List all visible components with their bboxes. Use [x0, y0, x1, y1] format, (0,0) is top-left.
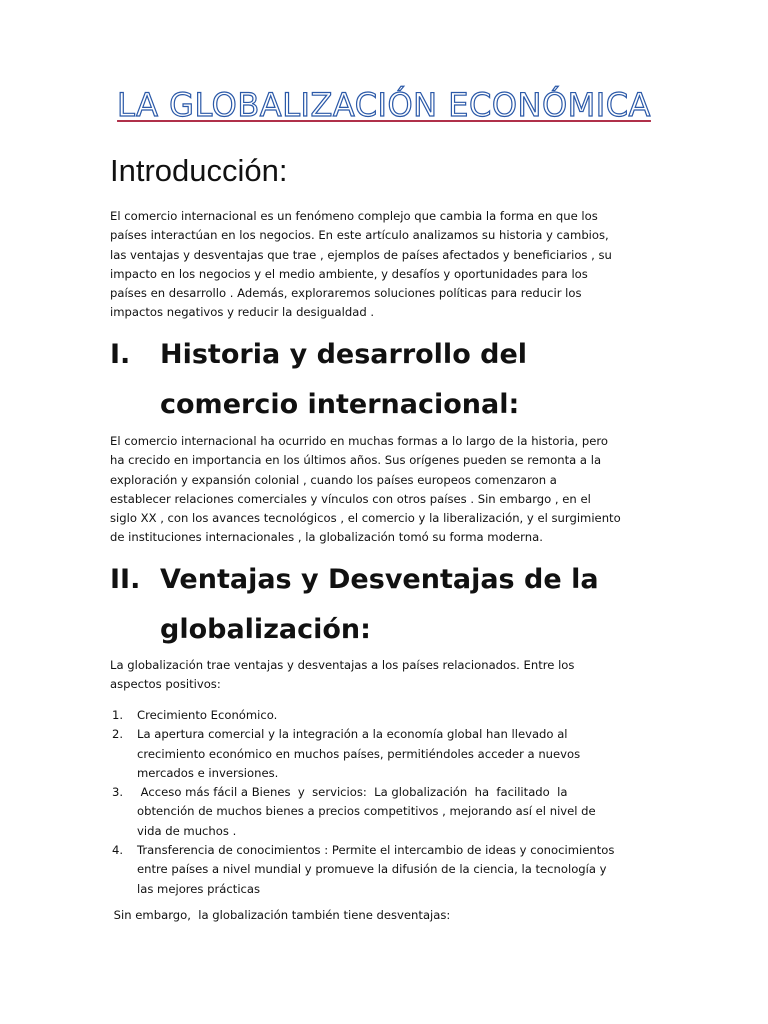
- list-item: [110, 706, 614, 725]
- list-item: [110, 783, 614, 841]
- paragraph-line: establecer relaciones comerciales y vínculos con otros países . Sin embargo , en el: [110, 491, 591, 506]
- list-item-number: 1.: [112, 708, 124, 722]
- section2-number: II.: [110, 564, 141, 595]
- paragraph-line: El comercio internacional ha ocurrido en muchas formas a lo largo de la historia, pero: [110, 434, 608, 448]
- list-item-line: Acceso más fácil a Bienes y servicios: La globalización ha facilitado la: [137, 785, 568, 800]
- list-item-line: Crecimiento Económico.: [137, 708, 278, 722]
- paragraph-line: La globalización trae ventajas y desventajas a los países relacionados. Entre los: [110, 658, 575, 672]
- list-item-line: crecimiento económico en muchos países, permitiéndoles acceder a nuevos: [137, 746, 581, 761]
- list-item-line: entre países a nivel mundial y promueve la difusión de la ciencia, la tecnología y: [137, 862, 607, 877]
- list-item-number: 4.: [112, 843, 124, 858]
- section2-heading: [110, 555, 599, 655]
- paragraph-line: aspectos positivos:: [110, 677, 221, 692]
- section2-closing: Sin embargo, la globalización también tiene desventajas:: [110, 908, 451, 922]
- list-item-line: La apertura comercial y la integración a la economía global han llevado al: [137, 727, 568, 742]
- list-item-number: 2.: [112, 727, 124, 742]
- section2-paragraph: [110, 656, 670, 695]
- advantages-list: [110, 706, 614, 899]
- section1-heading-line2: comercio internacional:: [160, 389, 520, 420]
- list-item: [110, 841, 614, 899]
- section1-number: I.: [110, 339, 131, 370]
- paragraph-line: siglo XX , con los avances tecnológicos , el comercio y la liberalización, y el surgimiento: [110, 511, 621, 526]
- intro-paragraph: [110, 207, 670, 323]
- paragraph-line: las ventajas y desventajas que trae , ejemplos de países afectados y beneficiarios , su: [110, 247, 612, 262]
- section2-heading-line2: globalización:: [160, 614, 371, 645]
- list-item-line: mercados e inversiones.: [137, 765, 279, 780]
- section1-heading-line1: Historia y desarrollo del: [160, 339, 528, 370]
- list-item-number: 3.: [112, 785, 124, 800]
- section1-heading: [110, 330, 527, 430]
- paragraph-line: El comercio internacional es un fenómeno complejo que cambia la forma en que los: [110, 209, 598, 223]
- paragraph-line: impacto en los negocios y el medio ambiente, y desafíos y oportunidades para los: [110, 266, 588, 281]
- list-item-line: Transferencia de conocimientos : Permite el intercambio de ideas y conocimientos: [137, 843, 615, 858]
- paragraph-line: de instituciones internacionales , la globalización tomó su forma moderna.: [110, 530, 543, 545]
- paragraph-line: exploración y expansión colonial , cuando los países europeos comenzaron a: [110, 472, 557, 487]
- list-item: [110, 725, 614, 783]
- document-title: LA GLOBALIZACIÓN ECONÓMICA: [117, 86, 651, 124]
- section2-heading-line1: Ventajas y Desventajas de la: [160, 564, 599, 595]
- section1-paragraph: [110, 432, 670, 548]
- list-item-line: obtención de muchos bienes a precios competitivos , mejorando así el nivel de: [137, 804, 596, 819]
- paragraph-line: países en desarrollo . Además, exploraremos soluciones políticas para reducir los: [110, 286, 582, 301]
- paragraph-line: ha crecido en importancia en los últimos años. Sus orígenes pueden se remonta a la: [110, 453, 602, 468]
- intro-heading: Introducción:: [110, 153, 288, 188]
- list-item-line: vida de muchos .: [137, 823, 237, 838]
- paragraph-line: impactos negativos y reducir la desigualdad .: [110, 305, 375, 320]
- list-item-line: las mejores prácticas: [137, 881, 261, 896]
- paragraph-line: países interactúan en los negocios. En este artículo analizamos su historia y cambios,: [110, 228, 609, 243]
